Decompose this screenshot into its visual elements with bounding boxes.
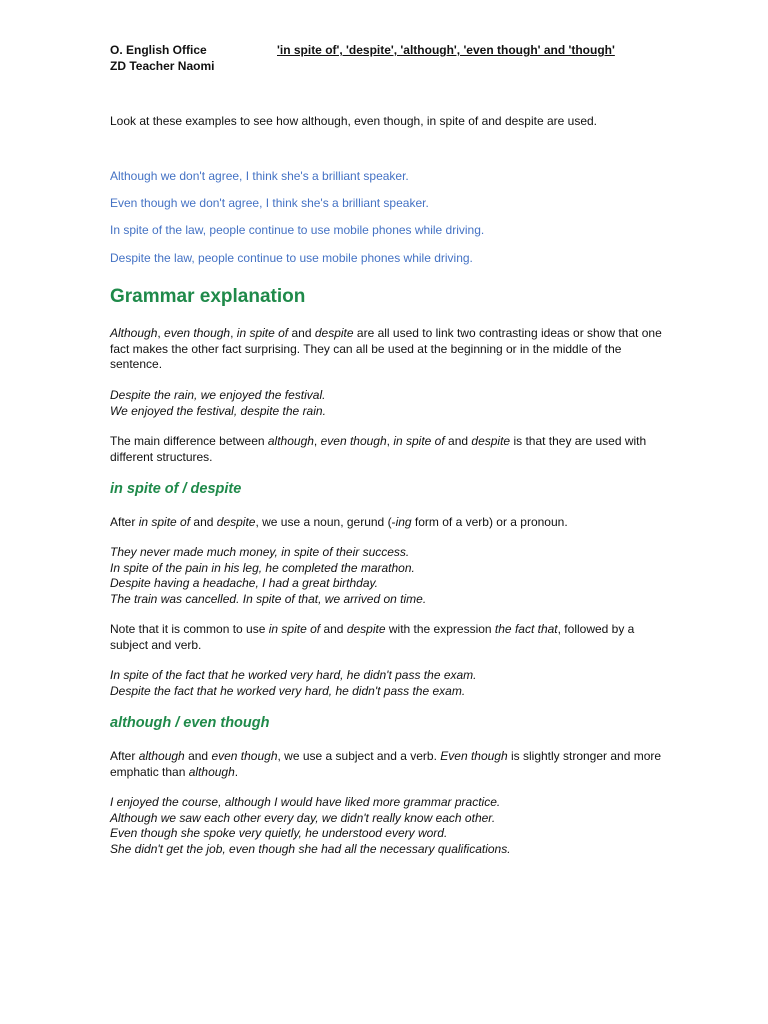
header-office: O. English Office (110, 43, 207, 57)
example-line: In spite of the fact that he worked very hard, he didn't pass the exam. (110, 668, 477, 682)
document-title: 'in spite of', 'despite', 'although', 'even though' and 'though' (277, 43, 615, 57)
spite-paragraph: After in spite of and despite, we use a noun, gerund (-ing form of a verb) or a pronoun. (110, 515, 568, 529)
example-line: They never made much money, in spite of their success. (110, 545, 410, 559)
example-line: In spite of the pain in his leg, he completed the marathon. (110, 560, 415, 575)
grammar-paragraph: Although, even though, in spite of and despite are all used to link two contrasting ideas or show that one fact makes the other fact surprising. They can all be used at the beginning or in the middle of the sentence. (110, 326, 662, 371)
example-block (110, 388, 662, 419)
spite-paragraph: Note that it is common to use in spite of and despite with the expression the fact that, followed by a subject and verb. (110, 622, 635, 652)
intro-paragraph: Look at these examples to see how although, even though, in spite of and despite are used. (110, 114, 598, 128)
example-line: She didn't get the job, even though she had all the necessary qualifications. (110, 841, 511, 856)
example-sentence: Although we don't agree, I think she's a brilliant speaker. (110, 169, 409, 183)
example-line: Despite the rain, we enjoyed the festival. (110, 388, 326, 402)
example-block (110, 545, 662, 607)
example-line: Despite having a headache, I had a great birthday. (110, 576, 378, 590)
example-line: We enjoyed the festival, despite the rain. (110, 403, 326, 418)
example-block (110, 795, 662, 857)
example-line: Even though she spoke very quietly, he understood every word. (110, 826, 448, 840)
although-heading: although / even though (110, 715, 270, 731)
example-line: The train was cancelled. In spite of that, we arrived on time. (110, 591, 427, 606)
example-block (110, 668, 662, 699)
grammar-paragraph: The main difference between although, even though, in spite of and despite is that they are used with different structures. (110, 434, 647, 464)
example-line: Although we saw each other every day, we didn't really know each other. (110, 810, 496, 825)
grammar-heading: Grammar explanation (110, 286, 306, 307)
header-teacher: ZD Teacher Naomi (110, 59, 215, 73)
example-sentence: Even though we don't agree, I think she's a brilliant speaker. (110, 196, 429, 210)
example-line: I enjoyed the course, although I would have liked more grammar practice. (110, 795, 501, 809)
example-line: Despite the fact that he worked very hard, he didn't pass the exam. (110, 683, 466, 698)
spite-heading: in spite of / despite (110, 481, 242, 497)
example-sentence: Despite the law, people continue to use mobile phones while driving. (110, 251, 473, 265)
example-sentence: In spite of the law, people continue to use mobile phones while driving. (110, 223, 485, 237)
although-paragraph: After although and even though, we use a subject and a verb. Even though is slightly stronger and more emphatic than although. (110, 749, 662, 779)
